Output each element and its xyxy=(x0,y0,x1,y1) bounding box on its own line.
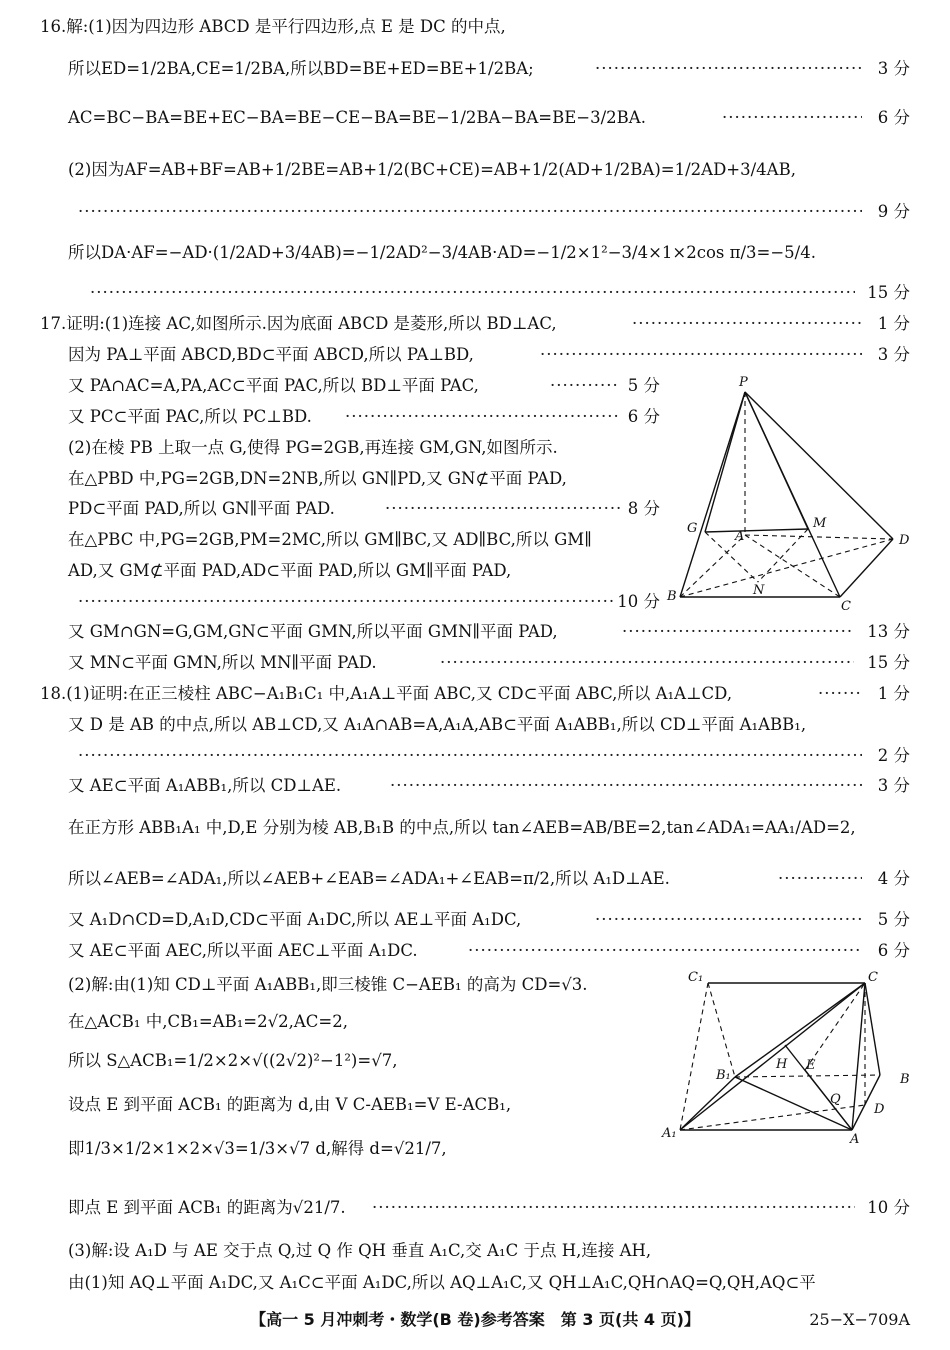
fig17-label: D xyxy=(899,533,910,548)
footer-code: 25−X−709A xyxy=(809,1310,910,1329)
footer-title: 【高一 5 月冲刺考・数学(B 卷)参考答案 第 3 页(共 4 页)】 xyxy=(250,1310,700,1329)
text-line: 在△ACB₁ 中,CB₁=AB₁=2√2,AC=2, xyxy=(68,1012,348,1031)
fig17-label: M xyxy=(813,516,827,531)
text-line: 又 AE⊂平面 AEC,所以平面 AEC⊥平面 A₁DC. ····· 6 分 xyxy=(0,936,950,966)
text-line: 在△PBD 中,PG=2GB,DN=2NB,所以 GN∥PD,又 GN⊄平面 PAD, xyxy=(68,469,567,488)
text-line: 所以DA·AF=−AD·(1/2AD+3/4AB)=−1/2AD²−3/4AB·AD=−1/2×1²−3/4×1×2cos π/3=−5/4. xyxy=(68,243,816,262)
fig17-label: B xyxy=(667,589,677,604)
text-line: 17.证明:(1)连接 AC,如图所示.因为底面 ABCD 是菱形,所以 BD⊥AC, ····· 1 分 xyxy=(0,309,950,339)
fig17-label: A xyxy=(735,529,745,544)
fig18-label: B xyxy=(900,1072,910,1087)
text-line: ····· 2 分 xyxy=(0,741,950,771)
text-line: (2)在棱 PB 上取一点 G,使得 PG=2GB,再连接 GM,GN,如图所示. xyxy=(68,438,558,457)
text-line: 又 D 是 AB 的中点,所以 AB⊥CD,又 A₁A∩AB=A,A₁A,AB⊂平面 A₁ABB₁,所以 CD⊥平面 A₁ABB₁, xyxy=(68,715,807,734)
fig18-label: B₁ xyxy=(716,1068,731,1083)
text-line: 由(1)知 AQ⊥平面 A₁DC,又 A₁C⊂平面 A₁DC,所以 AQ⊥A₁C,又 QH⊥A₁C,QH∩AQ=Q,QH,AQ⊂平 xyxy=(68,1273,816,1292)
text-line: AD,又 GM⊄平面 PAD,AD⊂平面 PAD,所以 GM∥平面 PAD, xyxy=(68,561,512,580)
fig18-label: Q xyxy=(830,1092,841,1107)
text-line: (2)解:由(1)知 CD⊥平面 A₁ABB₁,即三棱锥 C−AEB₁ 的高为 CD=√3. xyxy=(68,975,588,994)
fig18-label: D xyxy=(874,1102,885,1117)
text-line: 又 A₁D∩CD=D,A₁D,CD⊂平面 A₁DC,所以 AE⊥平面 A₁DC, ····· 5 分 xyxy=(0,905,950,935)
pyramid-figure xyxy=(665,372,925,622)
fig17-label: N xyxy=(753,583,765,598)
page-footer xyxy=(0,1305,950,1335)
text-line: 又 MN⊂平面 GMN,所以 MN∥平面 PAD. ····· 15 分 xyxy=(0,648,950,678)
text-line: (2)因为AF=AB+BF=AB+1/2BE=AB+1/2(BC+CE)=AB+1/2(AD+1/2BA)=1/2AD+3/4AB, xyxy=(68,160,796,179)
text-line: AC=BC−BA=BE+EC−BA=BE−CE−BA=BE−1/2BA−BA=BE−3/2BA. ····· 6 分 xyxy=(0,103,950,133)
fig18-label: A xyxy=(850,1132,860,1145)
text-line: 在正方形 ABB₁A₁ 中,D,E 分别为棱 AB,B₁B 的中点,所以 tan∠AEB=AB/BE=2,tan∠ADA₁=AA₁/AD=2, xyxy=(68,818,856,837)
fig17-label: P xyxy=(739,375,748,390)
text-line: 又 PA∩AC=A,PA,AC⊂平面 PAC,所以 BD⊥平面 PAC, ····· 5 分 xyxy=(0,371,950,401)
text-line: 又 PC⊂平面 PAC,所以 PC⊥BD. ····· 6 分 xyxy=(0,402,950,432)
fig18-label: C₁ xyxy=(688,970,704,985)
fig18-label: A₁ xyxy=(662,1126,677,1141)
text-line: 在△PBC 中,PG=2GB,PM=2MC,所以 GM∥BC,又 AD∥BC,所以 GM∥ xyxy=(68,530,592,549)
text-line: ····· 9 分 xyxy=(0,197,950,227)
text-line: PD⊂平面 PAD,所以 GN∥平面 PAD. ····· 8 分 xyxy=(0,494,950,524)
text-line: 18.(1)证明:在正三棱柱 ABC−A₁B₁C₁ 中,A₁A⊥平面 ABC,又 CD⊂平面 ABC,所以 A₁A⊥CD, ····· 1 分 xyxy=(0,679,950,709)
fig18-label: E xyxy=(806,1058,816,1073)
text-line: 即点 E 到平面 ACB₁ 的距离为√21/7. ····· 10 分 xyxy=(0,1193,950,1223)
fig18-label: C xyxy=(868,970,878,985)
fig17-label: C xyxy=(841,599,851,614)
text-line: ····· 10 分 xyxy=(0,587,950,617)
text-line: 即1/3×1/2×1×2×√3=1/3×√7 d,解得 d=√21/7, xyxy=(68,1139,447,1158)
text-line: ····· 15 分 xyxy=(0,278,950,308)
fig18-label: H xyxy=(776,1057,788,1072)
text-line: 所以ED=1/2BA,CE=1/2BA,所以BD=BE+ED=BE+1/2BA; ····· 3 分 xyxy=(0,54,950,84)
text-line: 又 GM∩GN=G,GM,GN⊂平面 GMN,所以平面 GMN∥平面 PAD, ····· 13 分 xyxy=(0,617,950,647)
prism-figure xyxy=(660,965,920,1145)
text-line: 所以 S△ACB₁=1/2×2×√((2√2)²−1²)=√7, xyxy=(68,1051,398,1070)
text-line: 所以∠AEB=∠ADA₁,所以∠AEB+∠EAB=∠ADA₁+∠EAB=π/2,所以 A₁D⊥AE. ····· 4 分 xyxy=(0,864,950,894)
fig17-label: G xyxy=(687,521,698,536)
text-line: 又 AE⊂平面 A₁ABB₁,所以 CD⊥AE. ····· 3 分 xyxy=(0,771,950,801)
text-line: 因为 PA⊥平面 ABCD,BD⊂平面 ABCD,所以 PA⊥BD, ····· 3 分 xyxy=(0,340,950,370)
text-line: (3)解:设 A₁D 与 AE 交于点 Q,过 Q 作 QH 垂直 A₁C,交 A₁C 于点 H,连接 AH, xyxy=(68,1241,652,1260)
text-line: 设点 E 到平面 ACB₁ 的距离为 d,由 V C-AEB₁=V E-ACB₁, xyxy=(68,1095,512,1114)
text-line: 16.解:(1)因为四边形 ABCD 是平行四边形,点 E 是 DC 的中点, xyxy=(40,17,506,36)
